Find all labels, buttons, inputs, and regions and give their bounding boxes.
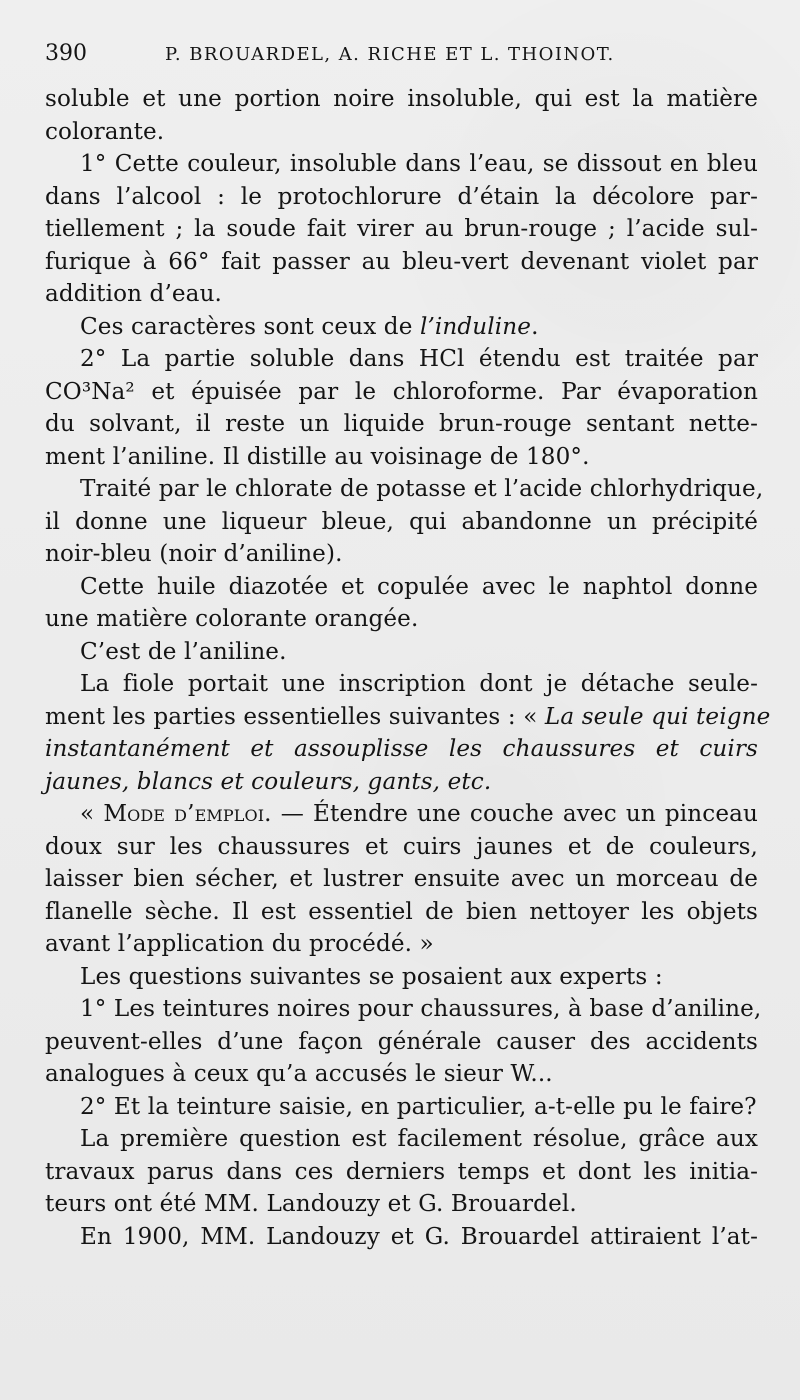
text-line <box>45 343 758 376</box>
text-segment: 2° Et la teinture saisie, en particulier, a-t-elle pu le faire? <box>80 1093 757 1120</box>
text-line <box>45 213 758 246</box>
text-segment: l’induline <box>419 313 532 340</box>
text-segment: laisser bien sécher, et lustrer ensuite avec un morceau de <box>45 866 758 892</box>
text-segment: La première question est facilement résolue, grâce aux <box>80 1126 758 1152</box>
text-line <box>45 311 758 344</box>
text-line <box>45 733 758 766</box>
text-segment: Cette huile diazotée et copulée avec le naphtol donne <box>80 573 758 600</box>
text-segment: Mode d’emploi. <box>103 801 272 827</box>
text-segment: flanelle sèche. Il est essentiel de bien nettoyer les objets <box>45 898 758 925</box>
text-segment: du solvant, il reste un liquide brun-rouge sentant nette- <box>45 411 758 437</box>
text-segment: avant l’application du procédé. » <box>45 931 434 957</box>
text-line <box>45 538 758 571</box>
page-number: 390 <box>45 41 87 66</box>
running-title: P. BROUARDEL, A. RICHE ET L. THOINOT. <box>165 44 615 65</box>
text-segment: instantanément et assouplisse les chaussures et cuirs <box>45 736 758 762</box>
text-line <box>45 571 758 604</box>
text-line <box>45 701 771 734</box>
text-line <box>45 473 764 506</box>
text-line <box>45 441 758 474</box>
text-line <box>45 961 758 994</box>
text-segment: travaux parus dans ces derniers temps et dont les initia- <box>45 1158 758 1185</box>
text-line <box>45 116 758 149</box>
text-line <box>45 798 758 831</box>
text-line <box>45 1091 758 1124</box>
text-line <box>45 928 758 961</box>
text-line <box>45 1221 758 1254</box>
text-line <box>45 148 758 181</box>
text-segment: En 1900, MM. Landouzy et G. Brouardel attiraient l’at- <box>80 1223 758 1250</box>
text-line <box>45 863 758 896</box>
text-line <box>45 993 762 1026</box>
text-segment: ment les parties essentielles suivantes : « <box>45 703 545 730</box>
text-segment: La fiole portait une inscription dont je détache seule- <box>80 671 758 697</box>
text-segment: Les questions suivantes se posaient aux experts : <box>80 963 663 990</box>
text-line <box>45 408 758 441</box>
text-line <box>45 1123 758 1156</box>
text-segment: Ces caractères sont ceux de <box>80 313 420 340</box>
text-line <box>45 1156 758 1189</box>
text-line <box>45 506 758 539</box>
text-segment: peuvent-elles d’une façon générale causer des accidents <box>45 1028 758 1055</box>
text-segment: 1° Les teintures noires pour chaussures, à base d’aniline, <box>80 996 762 1022</box>
text-line <box>45 1188 758 1221</box>
text-line <box>45 668 758 701</box>
text-segment: CO³Na² et épuisée par le chloroforme. Par évaporation <box>45 378 758 405</box>
text-line <box>45 83 758 116</box>
text-line <box>45 278 758 311</box>
text-segment: tiellement ; la soude fait virer au brun-rouge ; l’acide sul- <box>45 216 758 242</box>
text-line <box>45 246 758 279</box>
text-segment: — Étendre une couche avec un pinceau <box>271 801 758 827</box>
text-segment: ment l’aniline. Il distille au voisinage de 180°. <box>45 443 590 470</box>
text-line <box>45 636 758 669</box>
running-head <box>45 40 758 75</box>
text-line <box>45 1026 758 1059</box>
text-segment: Traité par le chlorate de potasse et l’acide chlorhydrique, <box>80 476 764 502</box>
text-segment: La seule qui teigne <box>544 703 771 730</box>
text-line <box>45 831 758 864</box>
text-segment: analogues à ceux qu’a accusés le sieur W... <box>45 1061 553 1087</box>
text-segment: noir-bleu (noir d’aniline). <box>45 541 343 567</box>
text-segment: 2° La partie soluble dans HCl étendu est traitée par <box>80 346 758 372</box>
text-segment: 1° Cette couleur, insoluble dans l’eau, se dissout en bleu <box>80 151 758 177</box>
text-segment: addition d’eau. <box>45 281 223 307</box>
text-segment: soluble et une portion noire insoluble, qui est la matière <box>45 86 758 112</box>
text-segment: « <box>80 801 104 827</box>
body-text <box>45 83 771 1253</box>
text-segment: il donne une liqueur bleue, qui abandonne un précipité <box>45 508 758 535</box>
text-line <box>45 603 758 636</box>
text-line <box>45 1058 758 1091</box>
text-line <box>45 376 758 409</box>
text-segment: colorante. <box>45 118 165 145</box>
text-line <box>45 766 758 799</box>
text-segment: teurs ont été MM. Landouzy et G. Brouardel. <box>45 1191 577 1217</box>
text-segment: jaunes, blancs et couleurs, gants, etc. <box>45 768 492 795</box>
text-segment: furique à 66° fait passer au bleu-vert devenant violet par <box>45 248 758 275</box>
text-segment: dans l’alcool : le protochlorure d’étain la décolore par- <box>45 183 758 210</box>
text-segment: une matière colorante orangée. <box>45 606 419 632</box>
text-line <box>45 181 758 214</box>
text-segment: C’est de l’aniline. <box>80 638 287 665</box>
text-line <box>45 896 758 929</box>
text-segment: . <box>531 313 539 340</box>
text-segment: doux sur les chaussures et cuirs jaunes et de couleurs, <box>45 833 758 860</box>
